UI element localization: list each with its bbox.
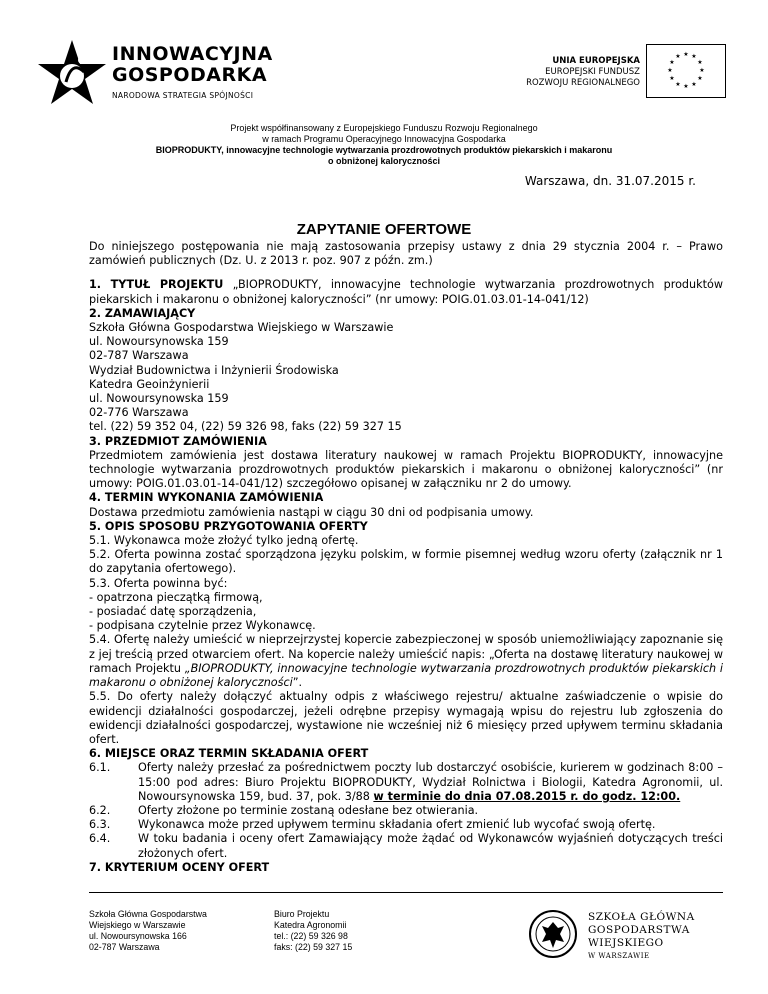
document-title: ZAPYTANIE OFERTOWE	[296, 221, 472, 238]
footer-line: Katedra Agronomii	[274, 920, 347, 930]
sggw-line: WIEJSKIEGO	[588, 937, 664, 949]
s2-line: tel. (22) 59 352 04, (22) 59 326 98, faks (22) 59 327 15	[89, 420, 402, 434]
eu-line-3: ROZWOJU REGIONALNEGO	[526, 78, 640, 88]
svg-text:★: ★	[675, 53, 681, 60]
logo-line-3: NARODOWA STRATEGIA SPÓJNOŚCI	[112, 91, 254, 100]
svg-text:★: ★	[675, 81, 681, 88]
s6-item-text-main: Oferty należy przesłać za pośrednictwem poczty lub dostarczyć osobiście, kurierem w godzinach 8:00 – 15:00 pod adres: Biuro Projektu BIOPRODUKTY, Wydział Rolnictwa i Biologii, Katedra Agronomii, ul. Nowoursynowska 159, bud. 37, pok. 3/88	[138, 761, 723, 803]
s6-item	[89, 818, 723, 832]
intro-paragraph: Do niniejszego postępowania nie mają zastosowania przepisy ustawy z dnia 29 stycznia 2004 r. – Prawo zamówień publicznych (Dz. U. z 2013 r. poz. 907 z późn. zm.)	[89, 240, 723, 268]
s6-item-text: Oferty złożone po terminie zostaną odesłane bez otwierania.	[138, 803, 479, 817]
svg-text:★: ★	[691, 53, 697, 60]
sggw-line: SZKOŁA GŁÓWNA	[588, 911, 695, 923]
eu-logo-text	[470, 56, 640, 89]
svg-text:★: ★	[697, 75, 703, 82]
footer-divider	[89, 892, 723, 893]
svg-text:★: ★	[691, 81, 697, 88]
footer-line: faks: (22) 59 327 15	[274, 942, 353, 952]
s5-bullet: - opatrzona pieczątką firmową,	[89, 590, 263, 604]
section-1-heading: 1. TYTUŁ PROJEKTU	[89, 278, 224, 292]
section-6-heading: 6. MIEJSCE ORAZ TERMIN SKŁADANIA OFERT	[89, 747, 369, 761]
deadline-text: w terminie do dnia 07.08.2015 r. do godz. 12:00.	[373, 789, 681, 803]
s5-p4-text: 5.4. Ofertę należy umieścić w nieprzejrzystej kopercie zabezpieczonej w sposób uniemożliwiający zapoznanie się z jej treścią przed otwarciem ofert. Na kopercie należy umieścić napis: „Oferta na dostawę literatury naukowej w ramach Projektu	[89, 633, 723, 675]
document-date: Warszawa, dn. 31.07.2015 r.	[524, 174, 696, 188]
svg-text:★: ★	[669, 59, 675, 66]
footer-contact	[274, 909, 352, 953]
s2-line: 02-787 Warszawa	[89, 349, 189, 363]
section-3-heading: 3. PRZEDMIOT ZAMÓWIENIA	[89, 434, 267, 448]
footer-line: ul. Nowoursynowska 166	[89, 931, 187, 941]
s6-item-number: 6.4.	[89, 832, 111, 846]
footer-line: Szkoła Główna Gospodarstwa	[89, 909, 207, 919]
s6-item-text: Wykonawca może przed upływem terminu składania ofert zmienić lub wycofać swoją ofertę.	[138, 818, 656, 832]
section-4-text: Dostawa przedmiotu zamówienia nastąpi w ciągu 30 dni od podpisania umowy.	[89, 505, 534, 519]
footer-line: Wiejskiego w Warszawie	[89, 920, 186, 930]
s6-item-number: 6.1.	[89, 761, 111, 775]
eu-line-2: EUROPEJSKI FUNDUSZ	[545, 67, 640, 77]
s5-p5: 5.5. Do oferty należy dołączyć aktualny odpis z właściwego rejestru/ aktualne zaświadczenie o wpisie do ewidencji działalności gospodarczej, jeżeli odrębne przepisy wymagają wpisu do rejestru lub zgłoszenia do ewidencji działalności gospodarczej, wystawione nie wcześniej niż 6 miesięcy przed upływem terminu składania ofert.	[89, 690, 723, 746]
s2-line: 02-776 Warszawa	[89, 406, 189, 420]
footer-line: tel.: (22) 59 326 98	[274, 931, 348, 941]
section-2-heading: 2. ZAMAWIAJĄCY	[89, 306, 196, 320]
innovation-star-icon	[36, 38, 108, 108]
s6-item	[89, 832, 723, 860]
svg-text:★: ★	[667, 67, 673, 74]
s6-item	[89, 804, 723, 818]
section-5-heading: 5. OPIS SPOSOBU PRZYGOTOWANIA OFERTY	[89, 519, 368, 533]
s6-item-text	[138, 761, 723, 804]
s5-p4-italic: „BIOPRODUKTY, innowacyjne technologie wytwarzania prozdrowotnych produktów piekarskich i makaronu o obniżonej kaloryczności	[89, 661, 723, 690]
sggw-emblem-icon	[528, 906, 578, 962]
s5-p3: 5.3. Oferta powinna być:	[89, 576, 228, 590]
svg-text:★: ★	[699, 67, 705, 74]
section-7-heading: 7. KRYTERIUM OCENY OFERT	[89, 860, 270, 874]
svg-text:★: ★	[669, 75, 675, 82]
footer-line: 02-787 Warszawa	[89, 942, 160, 952]
section-4-heading: 4. TERMIN WYKONANIA ZAMÓWIENIA	[89, 491, 324, 505]
s5-p1: 5.1. Wykonawca może złożyć tylko jedną ofertę.	[89, 534, 359, 548]
svg-text:★: ★	[683, 51, 689, 58]
s2-line: Wydział Budownictwa i Inżynierii Środowiska	[89, 363, 339, 377]
project-line-1: Projekt współfinansowany z Europejskiego Funduszu Rozwoju Regionalnego	[230, 123, 538, 133]
svg-text:★: ★	[683, 83, 689, 90]
s6-item-number: 6.3.	[89, 818, 111, 832]
s6-item-number: 6.2.	[89, 803, 111, 817]
project-info	[0, 123, 768, 167]
s6-item	[89, 761, 723, 804]
s6-item-text: W toku badania i oceny ofert Zamawiający może żądać od Wykonawców wyjaśnień dotyczących treści złożonych ofert.	[138, 832, 723, 860]
sggw-line: GOSPODARSTWA	[588, 924, 690, 936]
s5-bullet: - posiadać datę sporządzenia,	[89, 605, 257, 619]
document-body	[89, 240, 723, 875]
s5-bullet: - podpisana czytelnie przez Wykonawcę.	[89, 619, 316, 633]
sggw-line: W WARSZAWIE	[588, 952, 650, 960]
s2-line: Katedra Geoinżynierii	[89, 377, 210, 391]
section-3-text: Przedmiotem zamówienia jest dostawa literatury naukowej w ramach Projektu BIOPRODUKTY, innowacyjne technologie wytwarzania prozdrowotnych produktów piekarskich i makaronu o obniżonej kaloryczności” (nr umowy: POIG.01.03.01-14-041/12) szczegółowo opisanej w załączniku nr 2 do umowy.	[89, 448, 723, 491]
sggw-logo-text	[588, 911, 695, 963]
s5-p4	[89, 633, 723, 690]
section-1	[89, 278, 723, 306]
footer-line: Biuro Projektu	[274, 909, 330, 919]
s2-line: Szkoła Główna Gospodarstwa Wiejskiego w Warszawie	[89, 321, 394, 335]
s2-line: ul. Nowoursynowska 159	[89, 335, 229, 349]
s5-p2: 5.2. Oferta powinna zostać sporządzona języku polskim, w formie pisemnej według wzoru oferty (załącznik nr 1 do zapytania ofertowego).	[89, 548, 723, 576]
eu-line-1: UNIA EUROPEJSKA	[552, 56, 640, 66]
logo-line-1: INNOWACYJNA	[112, 43, 273, 65]
project-title-2: o obniżonej kaloryczności	[327, 156, 441, 166]
logo-line-2: GOSPODARKA	[112, 64, 268, 86]
project-title-1: BIOPRODUKTY, innowacyjne technologie wytwarzania prozdrowotnych produktów piekarskich i makaronu	[155, 145, 613, 155]
innowacyjna-gospodarka-logo	[36, 38, 296, 108]
s2-line: ul. Nowoursynowska 159	[89, 392, 229, 406]
project-line-2: w ramach Programu Operacyjnego Innowacyjna Gospodarka	[262, 134, 506, 144]
footer-address	[89, 909, 207, 953]
eu-flag-icon	[646, 44, 726, 98]
svg-text:★: ★	[697, 59, 703, 66]
s5-p4-end: ”.	[292, 676, 303, 690]
section-1-text: „BIOPRODUKTY, innowacyjne technologie wytwarzania prozdrowotnych produktów piekarskich i makaronu o obniżonej kaloryczności” (nr umowy: POIG.01.03.01-14-041/12)	[89, 278, 723, 306]
